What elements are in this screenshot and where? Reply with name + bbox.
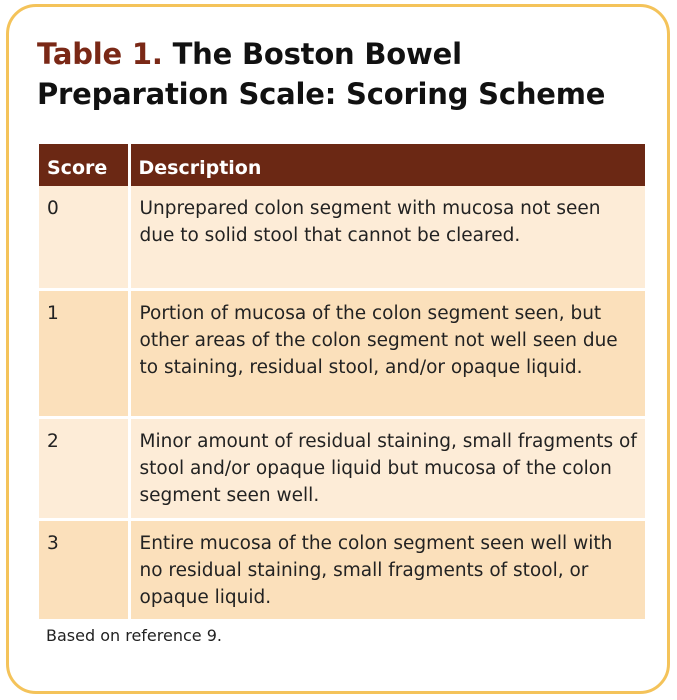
description-cell: Entire mucosa of the colon segment seen well with no residual staining, small fragments of stool, or opaque liquid.	[129, 519, 645, 619]
header-description: Description	[129, 144, 645, 186]
header-score: Score	[39, 144, 129, 186]
description-cell: Portion of mucosa of the colon segment seen, but other areas of the colon segment not well seen due to staining, residual stool, and/or opaque liquid.	[129, 289, 645, 417]
table-title	[37, 34, 657, 114]
description-cell: Minor amount of residual staining, small fragments of stool and/or opaque liquid but mucosa of the colon segment seen well.	[129, 417, 645, 519]
score-cell: 3	[39, 519, 129, 619]
table-row	[39, 186, 645, 289]
scoring-table	[39, 144, 645, 619]
score-cell: 0	[39, 186, 129, 289]
table-header-row	[39, 144, 645, 186]
table-title-text: The Boston Bowel Preparation Scale: Scoring Scheme	[37, 37, 606, 111]
score-cell: 1	[39, 289, 129, 417]
table-number-label: Table 1.	[37, 37, 163, 71]
table-row	[39, 417, 645, 519]
score-cell: 2	[39, 417, 129, 519]
footnote: Based on reference 9.	[46, 626, 222, 645]
table-row	[39, 519, 645, 619]
table-row	[39, 289, 645, 417]
description-cell: Unprepared colon segment with mucosa not seen due to solid stool that cannot be cleared.	[129, 186, 645, 289]
